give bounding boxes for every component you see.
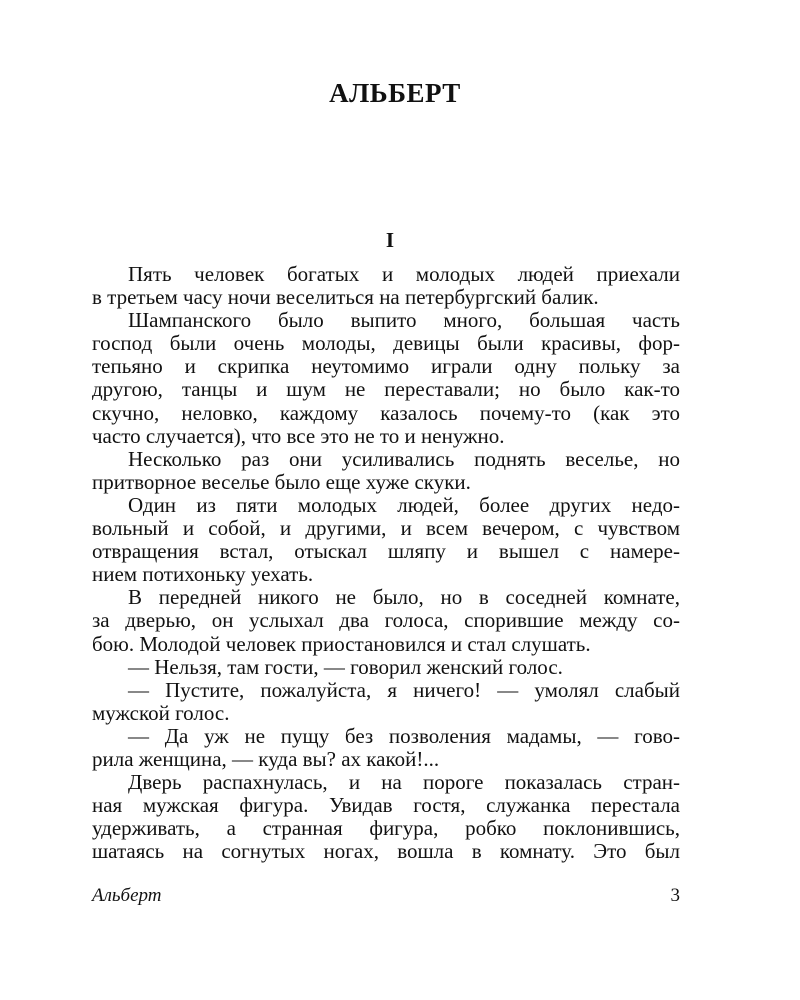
- text-line: — Да уж не пущу без позволения мадамы, — гово-: [128, 723, 680, 748]
- page-footer: [92, 885, 680, 907]
- text-line: Дверь распахнулась, и на пороге показалась стран-: [128, 770, 680, 795]
- body-text: [92, 263, 680, 863]
- text-line: отвращения встал, отыскал шляпу и вышел с намере-: [92, 539, 680, 564]
- text-line: Несколько раз они усиливались поднять веселье, но: [128, 446, 680, 471]
- text-line: господ были очень молоды, девицы были красивы, фор-: [92, 331, 680, 356]
- text-line: удерживать, а странная фигура, робко поклонившись,: [92, 816, 680, 841]
- text-line: бою. Молодой человек приостановился и стал слушать.: [92, 631, 591, 656]
- text-line: шатаясь на согнутых ногах, вошла в комнату. Это был: [92, 839, 680, 864]
- text-line: мужской голос.: [92, 700, 230, 725]
- text-line: за дверью, он услыхал два голоса, спорившие между со-: [92, 608, 680, 633]
- running-title: Альберт: [92, 885, 162, 906]
- text-line: Пять человек богатых и молодых людей приехали: [128, 262, 680, 286]
- text-line: рила женщина, — куда вы? ах какой!...: [92, 746, 440, 771]
- text-line: Один из пяти молодых людей, более других недо-: [128, 492, 680, 517]
- text-line: часто случается), что все это не то и ненужно.: [92, 423, 505, 448]
- text-line: — Нельзя, там гости, — говорил женский голос.: [128, 654, 563, 679]
- text-line: — Пустите, пожалуйста, я ничего! — умолял слабый: [128, 677, 680, 702]
- text-line: ная мужская фигура. Увидав гостя, служанка перестала: [92, 793, 680, 818]
- text-line: тепьяно и скрипка неутомимо играли одну польку за: [92, 354, 680, 379]
- text-line: В передней никого не было, но в соседней комнате,: [128, 585, 680, 610]
- text-line: скучно, неловко, каждому казалось почему-то (как это: [92, 400, 680, 425]
- text-line: вольный и собой, и другими, и всем вечером, с чувством: [92, 516, 680, 541]
- text-line: другою, танцы и шум не переставали; но было как-то: [92, 377, 680, 402]
- page-number: 3: [670, 885, 680, 906]
- text-line: в третьем часу ночи веселиться на петербургский балик.: [92, 285, 599, 310]
- text-line: притворное веселье было еще хуже скуки.: [92, 469, 471, 494]
- page-title: АЛЬБЕРТ: [329, 78, 461, 108]
- text-line: Шампанского было выпито много, большая часть: [128, 308, 680, 333]
- chapter-heading: I: [385, 228, 395, 252]
- text-line: нием потихоньку уехать.: [92, 562, 314, 587]
